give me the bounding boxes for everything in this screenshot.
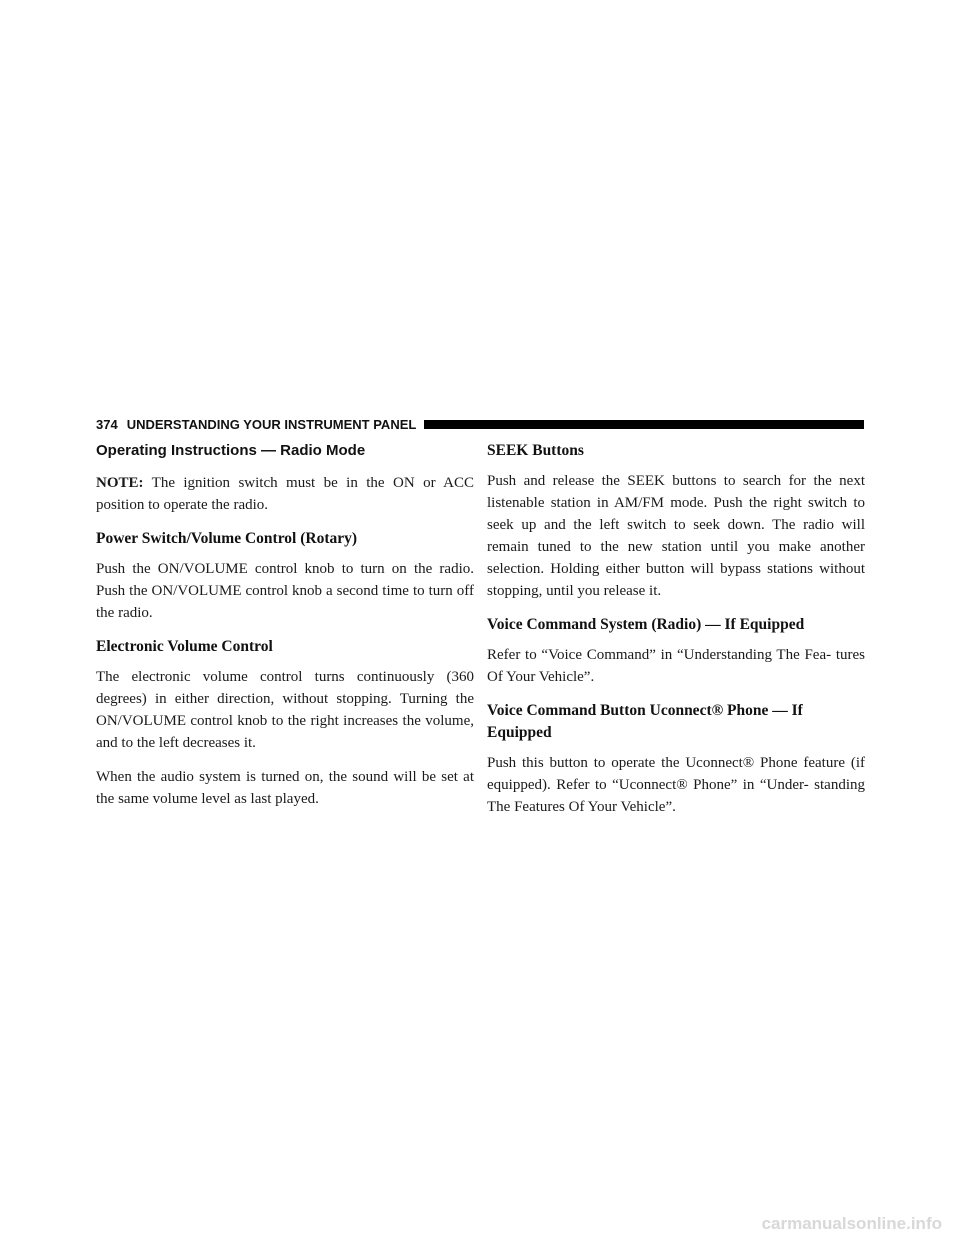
note-text: The ignition switch must be in the ON or ACC position to operate the radio. bbox=[96, 475, 474, 513]
volume-control-heading: Electronic Volume Control bbox=[96, 638, 273, 655]
volume-control-paragraph-2: When the audio system is turned on, the sound will be set at the same volume level as last played. bbox=[96, 769, 474, 807]
header-rule bbox=[424, 420, 864, 429]
right-column bbox=[487, 440, 865, 830]
section-heading-radio-mode: Operating Instructions — Radio Mode bbox=[96, 442, 366, 459]
power-switch-paragraph: Push the ON/VOLUME control knob to turn on the radio. Push the ON/VOLUME control knob a second time to turn off the radio. bbox=[96, 561, 474, 621]
watermark: carmanualsonline.info bbox=[761, 1214, 942, 1233]
note-label: NOTE: bbox=[96, 475, 144, 491]
seek-buttons-paragraph: Push and release the SEEK buttons to search for the next listenable station in AM/FM mode. Push the right switch to seek up and the left switch to seek down. The radio will remain tuned to the new station until you make another selection. Holding either button will bypass stations without stopping, until you release it. bbox=[487, 473, 865, 599]
uconnect-phone-paragraph: Push this button to operate the Uconnect® Phone feature (if equipped). Refer to “Uconnect® Phone” in “Under- standing The Features Of Your Vehicle”. bbox=[487, 755, 865, 815]
voice-command-heading: Voice Command System (Radio) — If Equipped bbox=[487, 616, 805, 633]
voice-command-paragraph: Refer to “Voice Command” in “Understanding The Fea- tures Of Your Vehicle”. bbox=[487, 647, 865, 685]
uconnect-phone-heading: Voice Command Button Uconnect® Phone — If Equipped bbox=[487, 702, 803, 741]
power-switch-heading: Power Switch/Volume Control (Rotary) bbox=[96, 530, 358, 547]
page-number: 374 bbox=[96, 416, 118, 432]
section-title: UNDERSTANDING YOUR INSTRUMENT PANEL bbox=[126, 416, 417, 432]
seek-buttons-heading: SEEK Buttons bbox=[487, 442, 584, 459]
page-header bbox=[96, 414, 864, 434]
note-paragraph bbox=[96, 472, 474, 516]
volume-control-paragraph-1: The electronic volume control turns continuously (360 degrees) in either direction, without stopping. Turning the ON/VOLUME control knob to the right increases the volume, and to the left decreases it. bbox=[96, 669, 474, 751]
left-column bbox=[96, 440, 474, 822]
